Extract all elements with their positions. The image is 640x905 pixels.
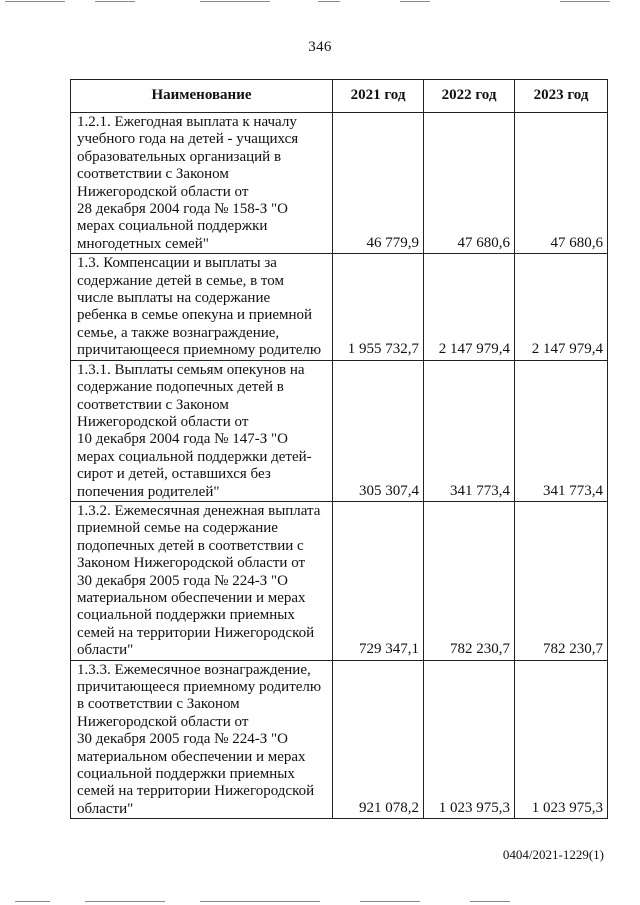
- row-name-line: попечения родителей": [77, 483, 220, 500]
- table-row: [71, 501, 608, 660]
- row-name-line: 30 декабря 2005 года № 224-З "О: [77, 572, 288, 589]
- row-name-line: 30 декабря 2005 года № 224-З "О: [77, 731, 288, 748]
- header-2023: 2023 год: [515, 80, 608, 113]
- row-name-line: содержание подопечных детей в: [77, 379, 284, 396]
- row-name-line: семей на территории Нижегородской: [77, 624, 315, 641]
- row-name-line: Нижегородской области от: [77, 713, 249, 730]
- table-row: [71, 113, 608, 254]
- row-name-line: Нижегородской области от: [77, 183, 249, 200]
- row-name-line: области": [77, 642, 134, 659]
- row-name-line: мерах социальной поддержки детей-: [77, 448, 312, 465]
- table-header-row: [71, 80, 608, 113]
- row-name-line: ребенка в семье опекуна и приемной: [77, 307, 313, 324]
- value-cell-2022: 341 773,4: [424, 360, 515, 501]
- document-code: 0404/2021-1229(1): [502, 847, 604, 862]
- header-name: Наименование: [71, 80, 333, 113]
- row-name-line: 28 декабря 2004 года № 158-З "О: [77, 201, 288, 218]
- row-name-line: 1.3. Компенсации и выплаты за: [77, 255, 277, 272]
- row-name-line: сирот и детей, оставшихся без: [77, 466, 271, 483]
- row-name-line: в соответствии с Законом: [77, 696, 240, 713]
- row-name-line: области": [77, 800, 134, 817]
- row-name-line: семье, а также вознаграждение,: [77, 324, 280, 341]
- row-name-line: образовательных организаций в: [77, 148, 282, 165]
- value-cell-2023: 1 023 975,3: [515, 660, 608, 819]
- row-name-line: семей на территории Нижегородской: [77, 783, 315, 800]
- scan-edge-bottom: [0, 900, 640, 903]
- row-name-cell: [71, 113, 333, 254]
- row-name-line: причитающееся приемному родителю: [77, 342, 322, 359]
- header-2021: 2021 год: [333, 80, 424, 113]
- table-row: [71, 254, 608, 360]
- value-cell-2023: 341 773,4: [515, 360, 608, 501]
- row-name-line: 1.2.1. Ежегодная выплата к началу: [77, 114, 297, 130]
- row-name-line: материальном обеспечении и мерах: [77, 589, 306, 606]
- value-cell-2021: 305 307,4: [333, 360, 424, 501]
- row-name-line: содержание детей в семье, в том: [77, 272, 284, 289]
- scan-edge-top: [0, 0, 640, 3]
- value-cell-2023: 782 230,7: [515, 501, 608, 660]
- value-cell-2021: 46 779,9: [333, 113, 424, 254]
- value-cell-2021: 921 078,2: [333, 660, 424, 819]
- row-name-line: 10 декабря 2004 года № 147-З "О: [77, 431, 288, 448]
- row-name-cell: [71, 660, 333, 819]
- value-cell-2022: 47 680,6: [424, 113, 515, 254]
- page-number: 346: [308, 39, 332, 55]
- row-name-line: многодетных семей": [77, 235, 209, 252]
- row-name-line: соответствии с Законом: [77, 396, 229, 413]
- budget-table: [70, 79, 608, 819]
- value-cell-2023: 2 147 979,4: [515, 254, 608, 360]
- value-cell-2022: 2 147 979,4: [424, 254, 515, 360]
- row-name-cell: [71, 501, 333, 660]
- row-name-line: 1.3.2. Ежемесячная денежная выплата: [77, 502, 321, 519]
- row-name-cell: [71, 360, 333, 501]
- value-cell-2021: 729 347,1: [333, 501, 424, 660]
- value-cell-2021: 1 955 732,7: [333, 254, 424, 360]
- table-row: [71, 660, 608, 819]
- row-name-line: числе выплаты на содержание: [77, 290, 271, 307]
- row-name-line: приемной семье на содержание: [77, 520, 278, 537]
- row-name-line: 1.3.1. Выплаты семьям опекунов на: [77, 361, 305, 378]
- row-name-line: причитающееся приемному родителю: [77, 679, 322, 695]
- value-cell-2023: 47 680,6: [515, 113, 608, 254]
- row-name-line: подопечных детей в соответствии с: [77, 537, 304, 554]
- value-cell-2022: 782 230,7: [424, 501, 515, 660]
- row-name-line: Законом Нижегородской области от: [77, 555, 306, 572]
- row-name-cell: [71, 254, 333, 360]
- row-name-line: соответствии с Законом: [77, 166, 229, 183]
- value-cell-2022: 1 023 975,3: [424, 660, 515, 819]
- row-name-line: социальной поддержки приемных: [77, 766, 295, 783]
- row-name-line: Нижегородской области от: [77, 413, 249, 430]
- table-body: [71, 113, 608, 819]
- table-row: [71, 360, 608, 501]
- row-name-line: 1.3.3. Ежемесячное вознаграждение,: [77, 661, 311, 678]
- row-name-line: учебного года на детей - учащихся: [77, 131, 299, 148]
- row-name-line: материальном обеспечении и мерах: [77, 748, 306, 765]
- row-name-line: мерах социальной поддержки: [77, 218, 268, 235]
- header-2022: 2022 год: [424, 80, 515, 113]
- row-name-line: социальной поддержки приемных: [77, 607, 295, 624]
